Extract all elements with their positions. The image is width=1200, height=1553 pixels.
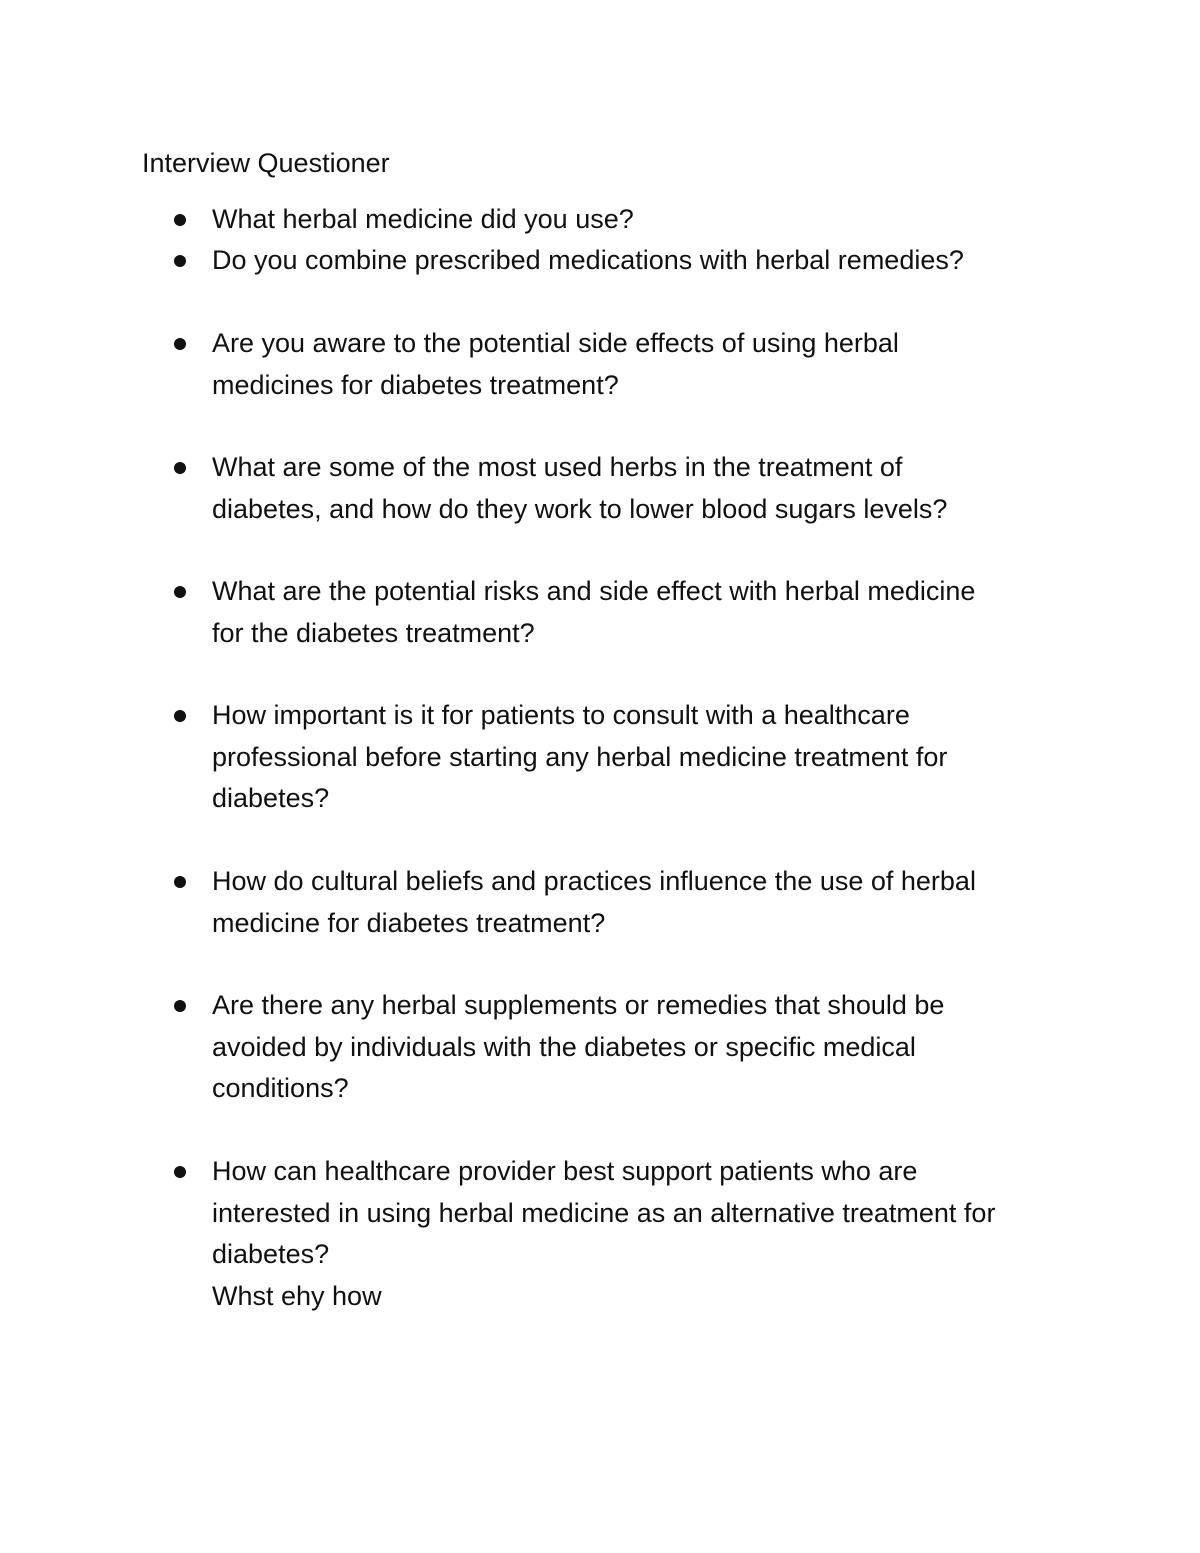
question-text: How do cultural beliefs and practices influence the use of herbal medicine for diabetes treatment? [212,866,976,938]
bullet-icon [174,1000,186,1012]
bullet-icon [174,710,186,722]
bullet-icon [174,586,186,598]
bullet-icon [174,1166,186,1178]
bullet-icon [174,214,186,226]
question-text: Are there any herbal supplements or remedies that should be avoided by individuals with the diabetes or specific medical conditions? [212,990,945,1103]
page-title: Interview Questioner [142,148,390,178]
question-text: What herbal medicine did you use? [212,204,634,234]
question-text: What are the potential risks and side effect with herbal medicine for the diabetes treatment? [212,576,976,648]
bullet-icon [174,876,186,888]
question-text: How can healthcare provider best support patients who are interested in using herbal medicine as an alternative treatment for diabetes? Whst ehy how [212,1156,996,1311]
bullet-icon [174,255,186,267]
bullet-icon [174,338,186,350]
question-text: Are you aware to the potential side effects of using herbal medicines for diabetes treatment? [212,328,899,400]
question-text: What are some of the most used herbs in the treatment of diabetes, and how do they work to lower blood sugars levels? [212,452,948,524]
question-text: How important is it for patients to consult with a healthcare professional before starting any herbal medicine treatment for diabetes? [212,700,948,813]
bullet-icon [174,462,186,474]
question-text: Do you combine prescribed medications with herbal remedies? [212,245,964,275]
